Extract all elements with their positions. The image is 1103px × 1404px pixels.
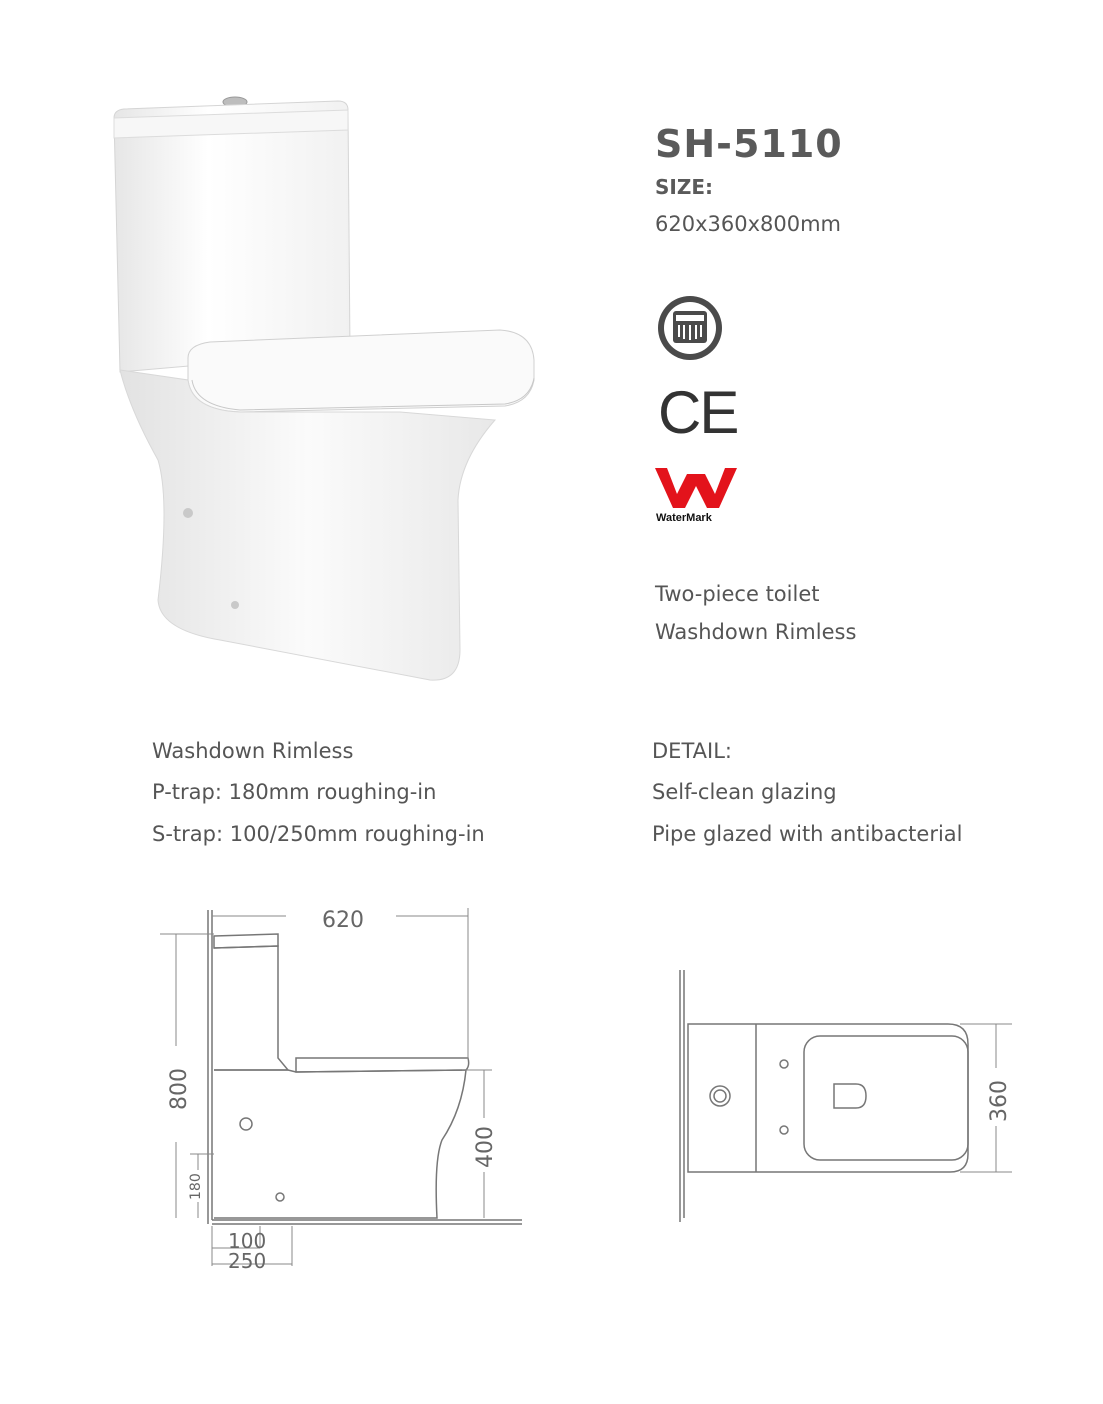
watermark-logo-icon	[655, 468, 737, 512]
water-efficiency-icon	[655, 293, 725, 363]
size-label: SIZE:	[655, 175, 714, 199]
ce-mark-icon: CE	[658, 379, 738, 446]
model-number: SH-5110	[655, 122, 843, 166]
type-washdown: Washdown Rimless	[655, 620, 857, 644]
feature-right-1: Self-clean glazing	[652, 780, 837, 804]
feature-right-2: Pipe glazed with antibacterial	[652, 822, 963, 846]
dim-depth: 360	[987, 1080, 1012, 1122]
dim-s-trap-short: 100	[228, 1229, 267, 1253]
dim-bowl-height: 400	[473, 1126, 498, 1168]
size-value: 620x360x800mm	[655, 212, 842, 236]
feature-left-3: S-trap: 100/250mm roughing-in	[152, 822, 485, 846]
type-two-piece: Two-piece toilet	[655, 582, 820, 606]
detail-heading: DETAIL:	[652, 739, 732, 763]
feature-left-2: P-trap: 180mm roughing-in	[152, 780, 437, 804]
dim-p-trap: 180	[188, 1173, 204, 1200]
dim-width: 620	[322, 908, 364, 933]
side-view-drawing	[150, 900, 540, 1280]
product-photo	[100, 80, 560, 700]
feature-left-1: Washdown Rimless	[152, 739, 354, 763]
watermark-label: WaterMark	[656, 512, 712, 524]
dim-height: 800	[167, 1068, 192, 1110]
dim-s-trap-long: 250	[228, 1249, 267, 1273]
top-view-drawing	[660, 960, 1040, 1230]
